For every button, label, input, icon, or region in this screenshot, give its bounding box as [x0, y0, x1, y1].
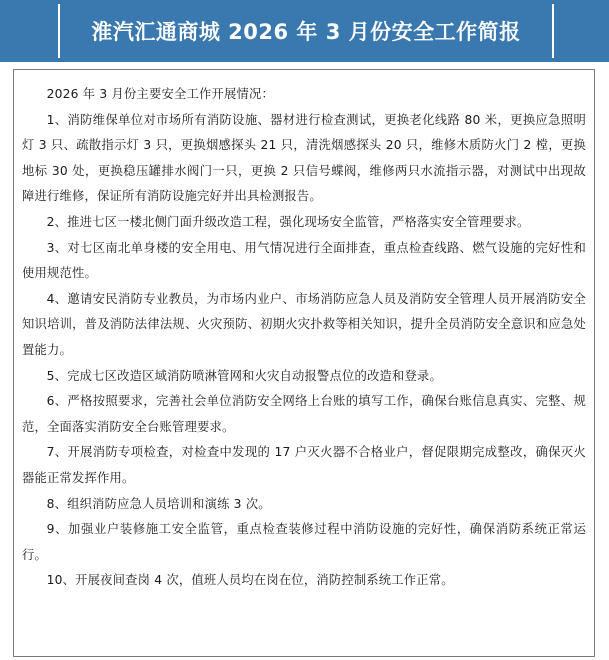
report-intro: 2026 年 3 月份主要安全工作开展情况：: [46, 87, 274, 101]
header-title-frame: [58, 4, 554, 58]
report-item-10: 10、开展夜间查岗 4 次，值班人员均在岗在位，消防控制系统工作正常。: [46, 573, 454, 588]
report-item-4: 4、邀请安民消防专业教员，为市场内业户、市场消防应急人员及消防安全管理人员开展消防安全知识培训，普及消防法律法规、火灾预防、初期火灾扑救等相关知识，提升全员消防安全意识和应急处置能力。: [22, 291, 586, 357]
report-item-6: 6、严格按照要求，完善社会单位消防安全网络上台账的填写工作，确保台账信息真实、完整、规范，全面落实消防安全台账管理要求。: [22, 394, 586, 434]
report-item-8: 8、组织消防应急人员培训和演练 3 次。: [46, 496, 271, 511]
report-item-9: 9、加强业户装修施工安全监管，重点检查装修过程中消防设施的完好性，确保消防系统正常运行。: [22, 522, 586, 562]
header-banner: [0, 0, 609, 62]
report-item-7: 7、开展消防专项检查，对检查中发现的 17 户灭火器不合格业户，督促限期完成整改，确保灭火器能正常发挥作用。: [22, 445, 586, 485]
report-body: [13, 69, 595, 657]
report-item-3: 3、对七区南北单身楼的安全用电、用气情况进行全面排查，重点检查线路、燃气设施的完好性和使用规范性。: [22, 240, 586, 281]
report-item-2: 2、推进七区一楼北侧门面升级改造工程，强化现场安全监管，严格落实安全管理要求。: [46, 214, 530, 229]
report-item-5: 5、完成七区改造区域消防喷淋管网和火灾自动报警点位的改造和登录。: [46, 368, 443, 383]
report-item-1: 1、消防维保单位对市场所有消防设施、器材进行检查测试，更换老化线路 80 米，更换应急照明灯 3 只、疏散指示灯 3 只，更换烟感探头 21 只，清洗烟感探头 20 只，维修木质防火门 2 樘，更换地标 30 处，更换稳压罐排水阀门一只，更换 2 只信号蝶阀，维修两只水流指示器，对测试中出现故障进行维修，保证所有消防设施完好并出具检测报告。: [22, 112, 586, 204]
report-title: 淮汽汇通商城 2026 年 3 月份安全工作简报: [91, 20, 521, 44]
